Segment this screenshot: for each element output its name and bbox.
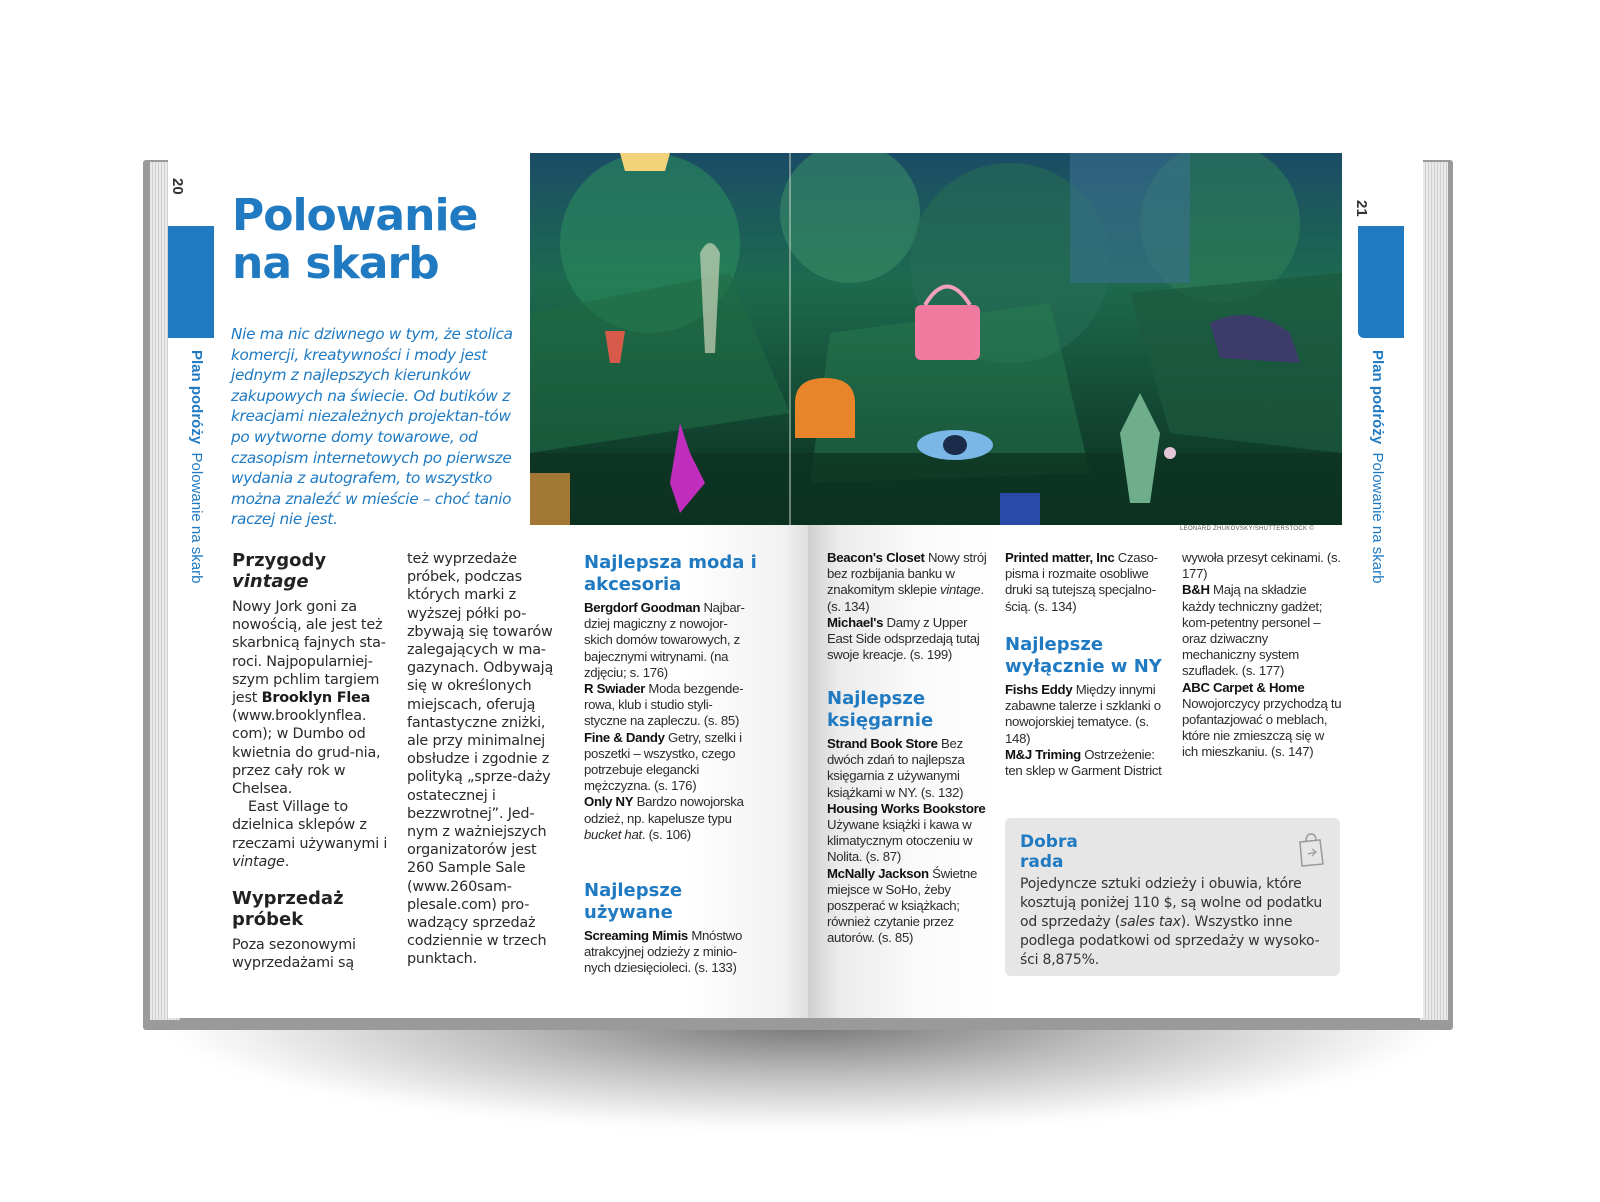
entry-name: Screaming Mimis — [584, 928, 688, 943]
entry-text: Moda bezgende-rowa, klub i studio styli-styczne na zapleczu. (s. 85) — [584, 681, 744, 729]
photo-credit: LEONARD ZHUKOVSKY/SHUTTERSTOCK © — [1180, 526, 1314, 532]
vintage-paragraph — [232, 598, 392, 871]
entry-text: Getry, szelki i poszetki – wszystko, czego potrzebuje elegancki mężczyzna. (s. 176) — [584, 729, 742, 794]
entry-r-swiader — [584, 681, 754, 730]
entry-text: Używane książki i kawa w klimatycznym otoczeniu w Nolita. (s. 87) — [827, 817, 973, 865]
entry-name: M&J Triming — [1005, 746, 1081, 762]
entry-tail: . (s. 106) — [641, 826, 691, 842]
entry-italic: vintage — [940, 582, 981, 598]
bookstores-list — [827, 736, 987, 947]
heading-vintage-line1: Przygody — [232, 550, 327, 571]
sample-sales-paragraph: Poza sezonowymi wyprzedażami są — [232, 937, 356, 972]
entry-text: Damy z Upper East Side odsprzedają tutaj swoje kreacje. (s. 199) — [827, 614, 980, 663]
title-line-2: na skarb — [232, 238, 439, 289]
entry-text: Najbar-dziej magiczny z nowojor-skich domów towarowych, z bajecznymi witrynami. (na zdjęciu; s. 176) — [584, 600, 745, 680]
entry-housing-works — [827, 801, 987, 866]
entry-beacons-closet — [827, 550, 987, 615]
east-village-paragraph — [232, 798, 392, 871]
entry-text: Bez dwóch zdań to najlepsza księgarnia z używanymi książkami w NY. (s. 132) — [827, 736, 965, 800]
page-number-right: 21 — [1353, 200, 1370, 217]
side-label-bold: Plan podróży — [188, 350, 205, 445]
entry-name: Fine & Dandy — [584, 729, 665, 745]
side-label-left — [188, 350, 205, 583]
entry-text: Nowojorczycy przychodzą tu pofantazjować o meblach, które nie zmieszczą się w ich mieszkaniu. (s. 147) — [1182, 695, 1342, 760]
entry-tail: . (s. 134) — [827, 582, 984, 614]
section-tab-left — [168, 226, 214, 338]
heading-vintage — [232, 550, 392, 592]
entry-name: McNally Jackson — [827, 865, 929, 881]
heading-bookstores: Najlepsze księgarnie — [827, 688, 934, 731]
heading-sample-sales: Wyprzedaż próbek — [232, 888, 344, 930]
entry-name: Fishs Eddy — [1005, 682, 1073, 697]
photo-illustration — [530, 153, 1342, 525]
entry-text: Mnóstwo atrakcyjnej odzieży z minio-nych dziesięcioleci. (s. 133) — [584, 928, 743, 976]
entry-name: R Swiader — [584, 681, 646, 697]
heading-vintage-line2: vintage — [232, 571, 309, 592]
right-col2-top — [1005, 550, 1165, 615]
entry-mcnally-jackson — [827, 866, 987, 947]
entry-bh — [1182, 582, 1342, 679]
entry-fishs-eddy — [1005, 682, 1165, 747]
entry-name: Michael's — [827, 614, 884, 630]
entry-italic: bucket hat — [584, 826, 642, 842]
side-label-rest: Polowanie na skarb — [188, 452, 205, 584]
entry-bergdorf — [584, 600, 754, 681]
east-village-italic: vintage — [232, 853, 285, 870]
only-ny-list — [1005, 682, 1165, 779]
entry-name: ABC Carpet & Home — [1182, 679, 1305, 695]
entry-name: Beacon's Closet — [827, 550, 925, 565]
vintage-text-b: (www.brooklynflea. com); w Dumbo od kwietnia do grud-nia, przez cały rok w Chelsea. — [232, 708, 381, 798]
entry-text: Mają na składzie każdy techniczny gadżet; kom-petentny personel – oraz dziwaczny mechaniczny system szufladek. (s. 177) — [1182, 582, 1323, 679]
entry-only-ny — [584, 794, 754, 843]
entry-name: B&H — [1182, 582, 1210, 598]
entry-name: Bergdorf Goodman — [584, 600, 701, 615]
entry-name: Printed matter, Inc — [1005, 550, 1115, 565]
used-list — [584, 928, 754, 977]
entry-text: Świetne miejsce w SoHo, żeby poszperać w książkach; również czytanie przez autorów. (s. 85) — [827, 865, 977, 946]
entry-michaels — [827, 615, 987, 664]
tip-text-italic: sales tax — [1120, 914, 1181, 930]
entry-screaming-mimis — [584, 928, 754, 977]
entry-fine-dandy — [584, 730, 754, 795]
entry-abc-carpet — [1182, 680, 1342, 761]
tip-text-b: ). Wszystko inne podlega podatkowi od sprzedaży w wysoko-ści 8,875%. — [1020, 914, 1320, 968]
entry-text: Ostrzeżenie: ten sklep w Garment District — [1005, 746, 1162, 779]
heading-used: Najlepsze używane — [584, 880, 683, 923]
heading-fashion: Najlepsza moda i akcesoria — [584, 552, 757, 595]
tip-title-line1: Dobra — [1020, 832, 1078, 852]
entry-name: Strand Book Store — [827, 736, 938, 751]
side-label-rest: Polowanie na skarb — [1369, 452, 1386, 584]
tip-title-line2: rada — [1020, 852, 1064, 872]
mj-triming-continued: wywoła przesyt cekinami. (s. 177) — [1182, 550, 1341, 582]
page-stack-right — [1420, 162, 1448, 1020]
section-tab-right — [1358, 226, 1404, 338]
intro-paragraph: Nie ma nic dziwnego w tym, że stolica komercji, kreatywności i mody jest jednym z najlepszych kierunków zakupowych na świecie. Od butików z kreacjami niezależnych projektan-tów po wytworne domy towarowe, od czasopism internetowych po pierwsze wydania z autografem, to wszystko można znaleźć w mieście – choć tanio raczej nie jest. — [231, 325, 513, 529]
entry-name: Housing Works Bookstore — [827, 800, 986, 816]
fashion-list — [584, 600, 754, 843]
right-col3 — [1182, 550, 1342, 761]
entry-strand — [827, 736, 987, 801]
brooklyn-flea-name: Brooklyn Flea — [261, 690, 371, 707]
side-label-bold: Plan podróży — [1369, 350, 1386, 445]
entry-text: Między innymi zabawne talerze i szklanki o nowojorskiej tematyce. (s. 148) — [1005, 682, 1161, 746]
entry-mj-triming — [1005, 747, 1165, 779]
side-label-right — [1369, 350, 1386, 583]
tip-title — [1020, 832, 1078, 872]
entry-text: Nowy strój bez rozbijania banku w znakomitym sklepie — [827, 550, 987, 598]
entry-name: Only NY — [584, 794, 634, 810]
east-village-text-a: East Village to dzielnica sklepów z rzeczami używanymi i — [232, 799, 388, 852]
sample-sales-continued: też wyprzedaże próbek, podczas których marki z wyższej półki po-zbywają się towarów zalegających w ma-gazynach. Odbywają się w określonych miejscach, oferują fantastyczne zniżki, ale przy minimalnej obsłudze i zgodnie z polityką „sprze-daży ostatecznej i bezzwrotnej”. Jed-nym z ważniejszych organizatorów jest 260 Sample Sale (www.260sam-plesale.com) pro-wadzący sprzedaż codziennie w trzech punktach. — [407, 551, 554, 968]
entry-text: Czaso-pisma i rozmaite osobliwe druki są tutejszą specjalno-ścią. (s. 134) — [1005, 550, 1158, 614]
tip-text-a: Pojedyncze sztuki odzieży i obuwia, które kosztują poniżej 110 $, są wolne od podatku od sprzedaży ( — [1020, 876, 1323, 930]
entry-printed-matter — [1005, 550, 1165, 615]
vintage-text-a: Nowy Jork goni za nowością, ale jest też skarbnicą fajnych sta-roci. Najpopularniej-szym pchlim targiem jest — [232, 599, 386, 707]
east-village-text-b: . — [284, 853, 290, 870]
heading-only-ny: Najlepsze wyłącznie w NY — [1005, 634, 1162, 677]
shopping-bag-icon — [1296, 832, 1326, 868]
right-col1-top — [827, 550, 987, 663]
page-number-left: 20 — [169, 178, 186, 195]
entry-text: Bardzo nowojorska odzież, np. kapelusze typu — [584, 794, 744, 826]
tip-text — [1020, 875, 1330, 970]
shop-window-photo — [530, 153, 1342, 525]
page-title — [232, 192, 477, 288]
title-line-1: Polowanie — [232, 190, 478, 241]
